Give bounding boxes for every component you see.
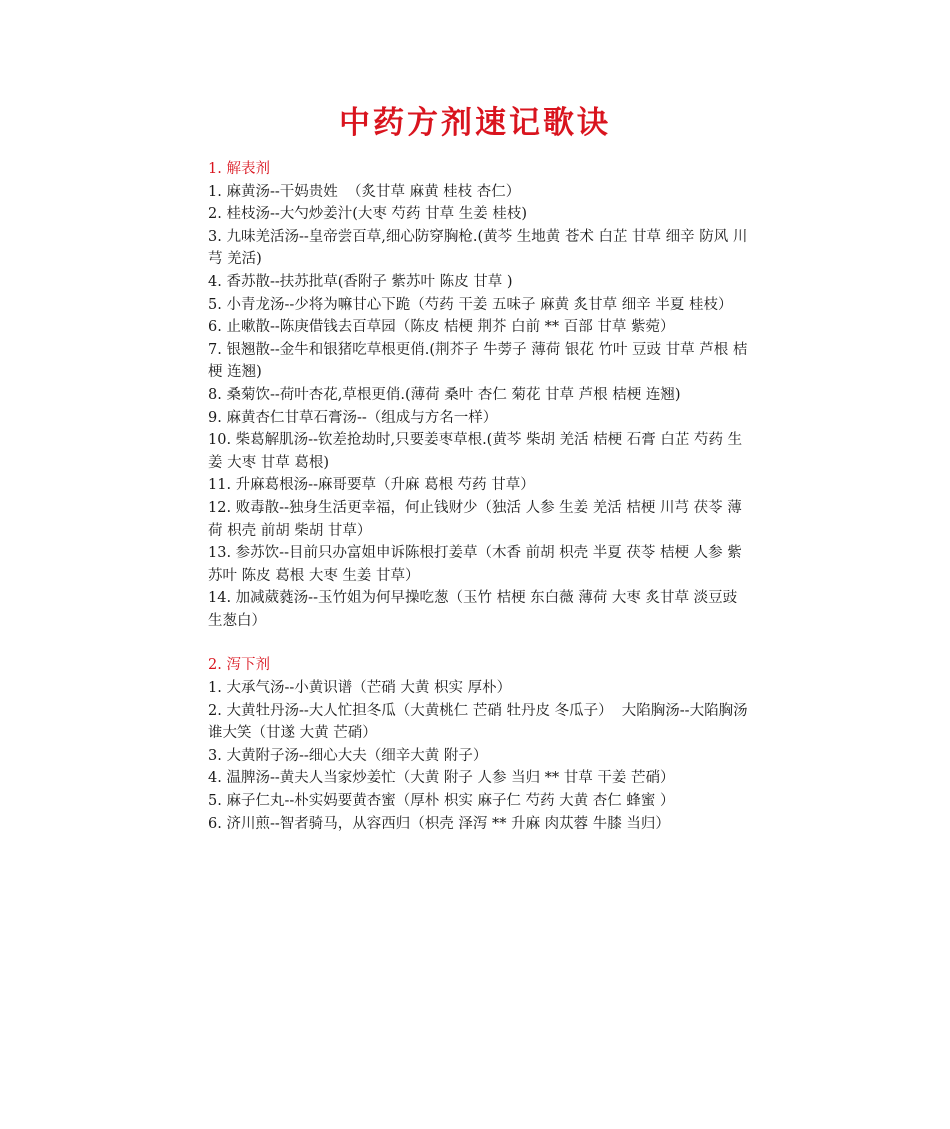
formula-item: 5. 麻子仁丸--朴实妈要黄杏蜜（厚朴 枳实 麻子仁 芍药 大黄 杏仁 蜂蜜 ） [208, 793, 675, 810]
formula-item: 14. 加减葳蕤汤--玉竹姐为何早操吃葱（玉竹 桔梗 东白薇 薄荷 大枣 炙甘草 淡豆豉 生葱白） [208, 590, 742, 629]
formula-item: 9. 麻黄杏仁甘草石膏汤--（组成与方名一样） [208, 409, 498, 426]
page-title: 中药方剂速记歌诀 [339, 105, 611, 141]
formula-item: 8. 桑菊饮--荷叶杏花,草根更俏.(薄荷 桑叶 杏仁 菊花 甘草 芦根 桔梗 连翘) [208, 386, 681, 403]
formula-item: 3. 大黄附子汤--细心大夫（细辛大黄 附子） [208, 747, 488, 764]
formula-item: 6. 济川煎--智者骑马，从容西归（枳壳 泽泻 ** 升麻 肉苁蓉 牛膝 当归） [208, 815, 670, 832]
document-body [208, 158, 753, 835]
formula-item: 4. 香苏散--扶苏批草(香附子 紫苏叶 陈皮 甘草 ) [208, 273, 513, 290]
formula-item: 11. 升麻葛根汤--麻哥要草（升麻 葛根 芍药 甘草） [208, 477, 535, 494]
formula-item: 3. 九味羌活汤--皇帝尝百草,细心防穿胸枪.(黄芩 生地黄 苍术 白芷 甘草 细辛 防风 川芎 羌活) [208, 228, 748, 268]
formula-item: 6. 止嗽散--陈庚借钱去百草园（陈皮 桔梗 荆芥 白前 ** 百部 甘草 紫菀） [208, 319, 675, 336]
formula-item: 12. 败毒散--独身生活更幸福，何止钱财少（独活 人参 生姜 羌活 桔梗 川芎 茯苓 薄荷 枳壳 前胡 柴胡 甘草） [208, 499, 742, 539]
formula-item: 13. 参苏饮--目前只办富姐申诉陈根打姜草（木香 前胡 枳壳 半夏 茯苓 桔梗 人参 紫苏叶 陈皮 葛根 大枣 生姜 甘草） [208, 545, 742, 584]
formula-item: 5. 小青龙汤--少将为嘛甘心下跪（芍药 干姜 五味子 麻黄 炙甘草 细辛 半夏 桂枝） [208, 296, 733, 313]
section-heading: 2. 泻下剂 [208, 657, 270, 674]
section [208, 158, 753, 632]
formula-item: 1. 大承气汤--小黄识谱（芒硝 大黄 枳实 厚朴） [208, 680, 512, 697]
formula-item: 4. 温脾汤--黄夫人当家炒姜忙（大黄 附子 人参 当归 ** 甘草 干姜 芒硝） [208, 770, 675, 787]
formula-item: 1. 麻黄汤--干妈贵姓 （炙甘草 麻黄 桂枝 杏仁） [208, 183, 521, 200]
formula-item: 2. 桂枝汤--大勺炒姜汁(大枣 芍药 甘草 生姜 桂枝) [208, 206, 527, 223]
formula-item: 10. 柴葛解肌汤--钦差抢劫时,只要姜枣草根.(黄芩 柴胡 羌活 桔梗 石膏 白芷 芍药 生姜 大枣 甘草 葛根) [208, 432, 743, 471]
formula-item: 2. 大黄牡丹汤--大人忙担冬瓜（大黄桃仁 芒硝 牡丹皮 冬瓜子） 大陷胸汤--大陷胸汤谁大笑（甘遂 大黄 芒硝） [208, 702, 748, 742]
section [208, 654, 753, 835]
section-heading: 1. 解表剂 [208, 161, 270, 177]
formula-item: 7. 银翘散--金牛和银猪吃草根更俏.(荆芥子 牛蒡子 薄荷 银花 竹叶 豆豉 甘草 芦根 桔梗 连翘) [208, 341, 748, 381]
